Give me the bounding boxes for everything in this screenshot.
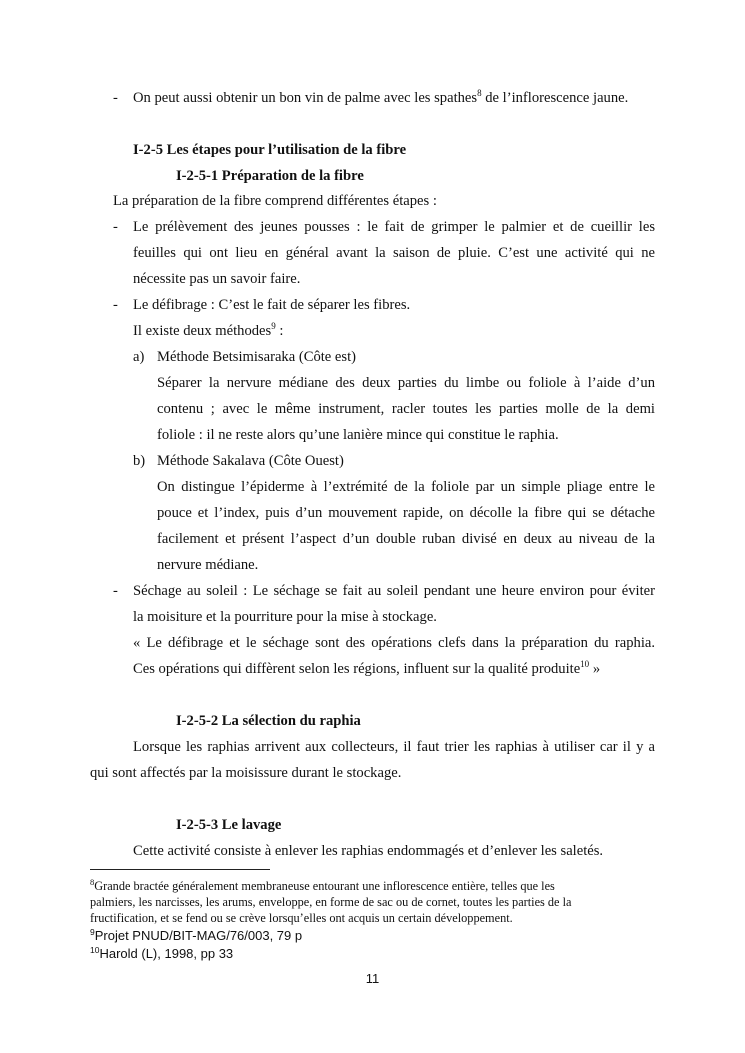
paragraph-line: Séparer la nervure médiane des deux parties du limbe ou foliole à l’aide d’un <box>157 375 655 391</box>
text: » <box>589 661 601 677</box>
subsection-heading: I-2-5-2 La sélection du raphia <box>176 713 361 729</box>
text: Harold (L), 1998, pp 33 <box>99 946 234 961</box>
footnote-ref: 10 <box>580 659 590 669</box>
paragraph-line: pouce et l’index, puis d’un mouvement rapide, on décolle la fibre qui se détache <box>157 505 655 521</box>
paragraph-line: On distingue l’épiderme à l’extrémité de la foliole par un simple pliage entre le <box>157 479 655 495</box>
footnote-line <box>90 879 555 894</box>
bullet-dash: - <box>113 90 118 106</box>
paragraph-line: Lorsque les raphias arrivent aux collecteurs, il faut trier les raphias à utiliser car il y a <box>133 739 655 755</box>
footnote-number: 10 <box>90 945 100 955</box>
list-marker: b) <box>133 453 146 469</box>
method-title: Méthode Sakalava (Côte Ouest) <box>157 453 344 469</box>
paragraph-line: foliole : il ne reste alors qu’une lanière mince qui constitue le raphia. <box>157 427 559 443</box>
bullet-dash: - <box>113 583 118 599</box>
paragraph-line <box>133 322 283 340</box>
text: On peut aussi obtenir un bon vin de palme avec les spathes <box>133 90 478 106</box>
intro-line: La préparation de la fibre comprend différentes étapes : <box>113 193 437 209</box>
footnote-separator <box>90 869 270 870</box>
paragraph-line: Cette activité consiste à enlever les raphias endommagés et d’enlever les saletés. <box>133 843 604 859</box>
paragraph-line: qui sont affectés par la moisissure durant le stockage. <box>90 765 402 781</box>
footnote-ref: 9 <box>271 321 276 331</box>
quote-line: « Le défibrage et le séchage sont des opérations clefs dans la préparation du raphia. <box>133 635 655 651</box>
bullet-dash: - <box>113 219 118 235</box>
footnote-number: 9 <box>90 927 95 937</box>
footnote-line <box>90 945 233 963</box>
paragraph-line: la moisiture et la pourriture pour la mise à stockage. <box>133 609 437 625</box>
footnote-line: palmiers, les narcisses, les arums, enveloppe, en forme de sac ou de cornet, toutes les parties de la <box>90 895 572 909</box>
paragraph-line: Le prélèvement des jeunes pousses : le fait de grimper le palmier et de cueillir les <box>133 219 655 235</box>
bullet-dash: - <box>113 297 118 313</box>
page-number: 11 <box>365 971 380 986</box>
text: Il existe deux méthodes <box>133 323 272 339</box>
text: de l’inflorescence jaune. <box>481 90 629 106</box>
section-heading: I-2-5 Les étapes pour l’utilisation de la fibre <box>133 142 407 158</box>
footnote-line: fructification, et se fend ou se crève lorsqu’elles ont acquis un certain développement. <box>90 911 513 925</box>
subsection-heading: I-2-5-3 Le lavage <box>176 817 282 833</box>
paragraph-line: Le défibrage : C’est le fait de séparer les fibres. <box>133 297 411 313</box>
list-marker: a) <box>133 349 145 365</box>
text: Grande bractée généralement membraneuse entourant une inflorescence entière, telles que les <box>94 879 555 893</box>
text: Projet PNUD/BIT-MAG/76/003, 79 p <box>94 928 303 943</box>
paragraph-line: feuilles qui ont lieu en général avant la saison de pluie. C’est une activité qui ne <box>133 245 655 261</box>
subsection-heading: I-2-5-1 Préparation de la fibre <box>176 168 364 184</box>
footnote-ref: 8 <box>477 88 482 98</box>
paragraph-line: Séchage au soleil : Le séchage se fait au soleil pendant une heure environ pour éviter <box>133 583 655 599</box>
paragraph-line: facilement et présent l’aspect d’un double ruban divisé en deux au niveau de la <box>157 531 655 547</box>
quote-line <box>133 660 600 678</box>
paragraph-line <box>133 89 628 107</box>
footnote-number: 8 <box>90 877 95 887</box>
paragraph-line: nécessite pas un savoir faire. <box>133 271 301 287</box>
paragraph-line: contenu ; avec le même instrument, racler toutes les parties molle de la demi <box>157 401 655 417</box>
footnote-line <box>90 927 302 945</box>
text: : <box>275 323 284 339</box>
method-title: Méthode Betsimisaraka (Côte est) <box>157 349 356 365</box>
text: Ces opérations qui diffèrent selon les régions, influent sur la qualité produite <box>133 661 581 677</box>
paragraph-line: nervure médiane. <box>157 557 259 573</box>
